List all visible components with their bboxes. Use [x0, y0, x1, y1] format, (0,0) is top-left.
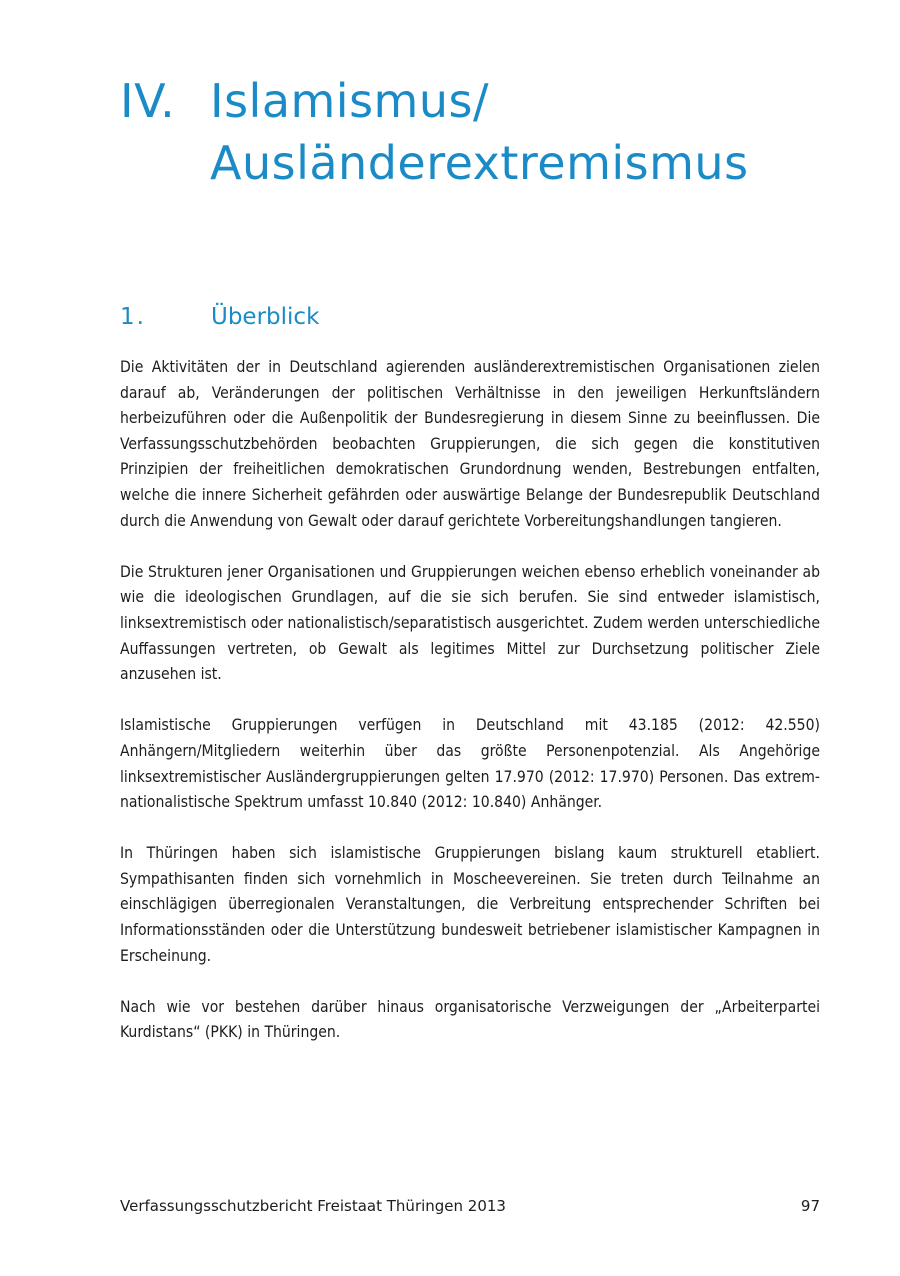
paragraph: Nach wie vor bestehen darüber hinaus organisatorische Verzweigungen der „Arbeiterpartei Kurdistans“ (PKK) in Thüringen. — [120, 997, 820, 1042]
page-footer — [120, 1196, 820, 1216]
paragraph: Islamistische Gruppierungen verfügen in Deutschland mit 43.185 (2012: 42.550) Anhängern/Mitgliedern weiterhin über das größte Personenpotenzial. Als Angehörige linksextremistischer Ausländergruppierungen gelten 17.970 (2012: 17.970) Personen. Das extrem-nationalistische Spektrum umfasst 10.840 (2012: 10.840) Anhänger. — [120, 716, 820, 812]
section-title: Überblick — [211, 304, 320, 330]
chapter-number: IV. — [120, 74, 176, 128]
paragraph: In Thüringen haben sich islamistische Gruppierungen bislang kaum strukturell etabliert. Sympathisanten finden sich vornehmlich in Moscheevereinen. Sie treten durch Teilnahme an einschlägigen überregionalen Veranstaltungen, die Verbreitung entsprechender Schriften bei Informationsständen oder die Unterstützung bundesweit betriebener islamistischer Kampagnen in Erscheinung. — [120, 844, 820, 965]
section-heading — [120, 300, 319, 334]
page-number: 97 — [800, 1197, 820, 1215]
chapter-number-spacer — [120, 132, 210, 194]
paragraph: Die Aktivitäten der in Deutschland agierenden ausländerextremistischen Organisationen zielen darauf ab, Veränderungen der politischen Verhältnisse in den jeweiligen Herkunftsländern herbeizuführen oder die Außenpolitik der Bundesregierung in diesem Sinne zu beeinflussen. Die Verfassungsschutzbehörden beobachten Gruppierungen, die sich gegen die konstitutiven Prinzipien der freiheitlichen demokratischen Grundordnung wenden, Bestrebungen entfalten, welche die innere Sicherheit gefährden oder auswärtige Belange der Bundesrepublik Deutschland durch die Anwendung von Gewalt oder darauf gerichtete Vorbereitungshandlungen tangieren. — [120, 358, 820, 530]
section-number: 1. — [120, 304, 146, 330]
chapter-heading — [120, 70, 840, 194]
chapter-title-line2: Ausländerextremismus — [210, 136, 749, 190]
body-text — [120, 355, 820, 1072]
chapter-title-line1: Islamismus/ — [210, 74, 489, 128]
footer-publication: Verfassungsschutzbericht Freistaat Thüringen 2013 — [120, 1197, 506, 1215]
paragraph: Die Strukturen jener Organisationen und Gruppierungen weichen ebenso erheblich voneinander ab wie die ideologischen Grundlagen, auf die sie sich berufen. Sie sind entweder islamistisch, linksextremistisch oder nationalistisch/separatistisch ausgerichtet. Zudem werden unterschiedliche Auffassungen vertreten, ob Gewalt als legitimes Mittel zur Durchsetzung politischer Ziele anzusehen ist. — [120, 562, 820, 684]
